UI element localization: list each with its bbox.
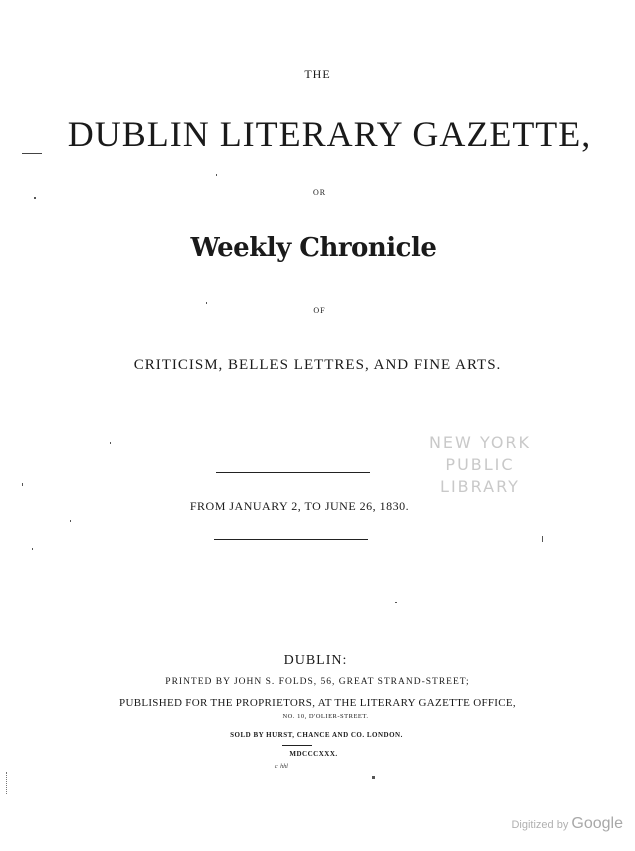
publication-title: DUBLIN LITERARY GAZETTE, [67, 114, 592, 154]
handwritten-mark: ᶜ ʰʰˡ [274, 762, 288, 774]
digitized-by-label: Digitized by [511, 819, 569, 831]
year-rule [282, 745, 312, 746]
stamp-line-2: PUBLIC [445, 455, 515, 474]
stamp-line-1: NEW YORK [428, 433, 532, 452]
imprint-publisher: PUBLISHED FOR THE PROPRIETORS, AT THE LITERARY GAZETTE OFFICE, [119, 697, 516, 709]
speck [372, 776, 375, 779]
imprint-address: NO. 10, D'OLIER-STREET. [282, 713, 369, 720]
or-connector: OR [312, 188, 327, 197]
imprint-printer: PRINTED BY JOHN S. FOLDS, 56, GREAT STRAND-STREET; [165, 677, 470, 687]
speck [206, 302, 207, 304]
lower-rule [214, 539, 368, 540]
speck [70, 520, 71, 522]
title-article: THE [304, 67, 331, 81]
imprint-place: DUBLIN: [283, 653, 348, 668]
blackletter-subtitle: Weekly Chronicle [190, 233, 437, 263]
digitization-watermark [511, 815, 623, 833]
title-underline-flourish [22, 153, 42, 154]
google-wordmark: Google [571, 815, 623, 832]
speck [32, 548, 33, 550]
date-range: FROM JANUARY 2, TO JUNE 26, 1830. [189, 499, 410, 513]
speck [542, 536, 543, 542]
upper-rule [216, 472, 370, 473]
imprint-year: MDCCCXXX. [289, 750, 338, 758]
speck [34, 197, 36, 199]
subject-line: CRITICISM, BELLES LETTRES, AND FINE ARTS. [133, 357, 502, 373]
of-connector: OF [313, 306, 326, 315]
library-stamp [420, 432, 540, 498]
speck [395, 602, 397, 603]
imprint-sold-by: SOLD BY HURST, CHANCE AND CO. LONDON. [230, 731, 403, 739]
speck [216, 174, 217, 176]
speck [22, 483, 23, 486]
stamp-line-3: LIBRARY [440, 477, 520, 496]
speck [110, 442, 111, 444]
margin-mark [6, 772, 9, 794]
